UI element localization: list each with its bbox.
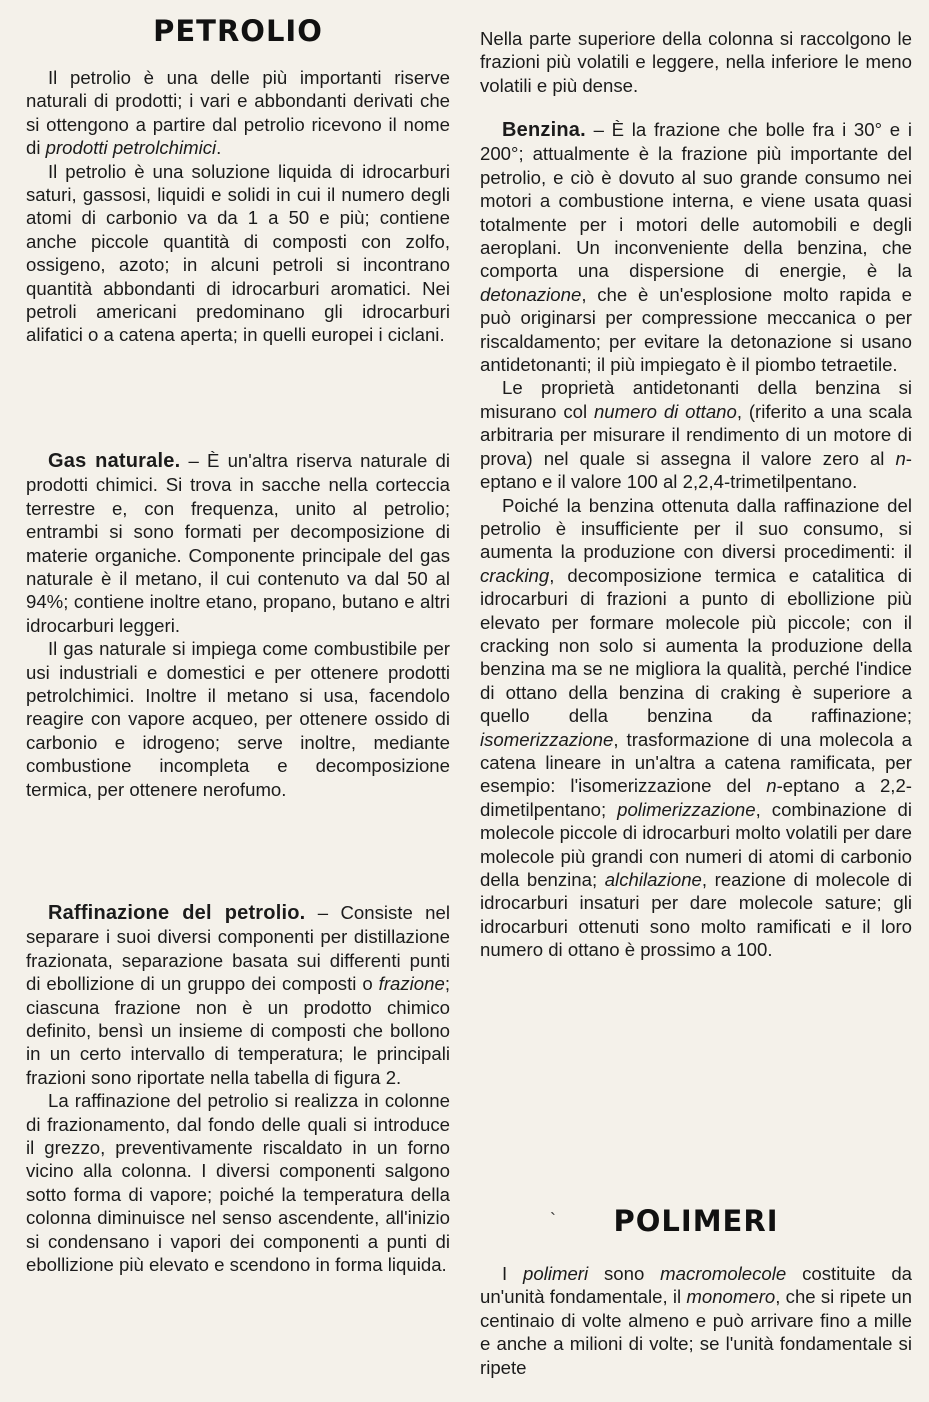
italic-term: frazione: [378, 973, 445, 995]
text: Poiché la benzina ottenuta dalla raffinazione del petrolio è insufficiente per il suo consumo, si aumenta la produzione con diversi procedimenti: il: [480, 494, 912, 563]
text: -eptano a 2,2-dimetilpentano;: [480, 775, 913, 820]
text: costituite da un'unità fondamentale, il: [480, 1263, 913, 1308]
paragraph-benzina-2: [480, 376, 912, 493]
section-title-polimeri: POLIMERI: [613, 1204, 779, 1238]
paragraph-raff-1: [26, 901, 450, 1089]
paragraph-gas-2: Il gas naturale si impiega come combustibile per usi industriali e domestici e per ottenere prodotti petrolchimici. Inoltre il metano si usa, facendolo reagire con vapore acqueo, per ottenere ossido di carbonio e idrogeno; serve inoltre, mediante combustione incompleta e decomposizione termica, per ottenere nerofumo.: [26, 638, 450, 800]
text: sono: [588, 1263, 661, 1284]
italic-term: prodotti petrolchimici: [45, 137, 217, 159]
benzina-block: [480, 118, 912, 962]
text: , che è un'esplosione molto rapida e può originarsi per compressione meccanica o per riscaldamento; per evitare la detonazione si usano antidetonanti; il più impiegato è il piombo tetraetile.: [480, 283, 912, 376]
text: – Consiste nel separare i suoi diversi componenti per distillazione frazionata, separazione basata sui differenti punti di ebollizione di un gruppo dei composti o: [26, 902, 450, 995]
gas-naturale-block: [26, 449, 450, 801]
paragraph-intro-2: Il petrolio è una soluzione liquida di idrocarburi saturi, gassosi, liquidi e solidi in cui il numero degli atomi di carbonio va da 1 a 50 e più; contiene anche piccole quantità di composti con zolfo, ossigeno, azoto; in alcuni petroli si incontrano quantità abbondanti di idrocarburi aromatici. Nei petroli americani predominano gli idrocarburi alifatici o a catena aperta; in quelli europei i ciclani.: [26, 160, 450, 346]
polimeri-block: [480, 1262, 912, 1379]
text: Il petrolio è una delle più importanti riserve naturali di prodotti; i vari e abbondanti derivati che si ottengono a partire dal petrolio ricevono il nome di: [26, 67, 450, 159]
italic-term: polimeri: [523, 1263, 589, 1284]
paragraph-raff-3: Nella parte superiore della colonna si raccolgono le frazioni più volatili e leggere, nella inferiore le meno volatili e più dense.: [480, 28, 912, 96]
text: .: [216, 137, 222, 159]
section-title-petrolio: PETROLIO: [153, 14, 323, 48]
paragraph-polimeri-1: [480, 1262, 912, 1379]
text: ; ciascuna frazione non è un prodotto chimico definito, bensì un insieme di composti che bollono in un certo intervallo di temperatura; le principali frazioni sono riportate nella tabella di figura 2.: [26, 973, 450, 1088]
paragraph-raff-2: La raffinazione del petrolio si realizza in colonne di frazionamento, dal fondo delle quali si introduce il grezzo, preventivamente riscaldato in un forno vicino alla colonna. I diversi componenti salgono sotto forma di vapore; poiché la temperatura della colonna diminuisce nel senso ascendente, all'inizio si condensano i vapori dei componenti a punti di ebollizione più elevato e scendono in forma liquida.: [26, 1090, 450, 1276]
text: , trasformazione di una molecola a catena lineare in un'altra a catena ramificata, per esempio: l'isomerizzazione del: [480, 728, 912, 797]
italic-term: monomero: [686, 1286, 776, 1308]
text: I: [502, 1263, 524, 1284]
text: -eptano e il valore 100 al 2,2,4-trimetilpentano.: [480, 447, 912, 493]
text: , decomposizione termica e catalitica di idrocarburi di frazioni a punto di ebollizione più elevato per formare molecole più piccole; con il cracking non solo si aumenta la produzione della benzina ma se ne migliora la qualità, perché l'indice di ottano della benzina di craking è superiore a quello della benzina da raffinazione;: [480, 564, 912, 727]
subheading-raffinazione: Raffinazione del petrolio.: [48, 902, 306, 924]
italic-term: isomerizzazione: [480, 728, 614, 750]
raffinazione-continued-block: [480, 27, 912, 97]
paragraph-intro-1: [26, 66, 450, 160]
subheading-gas-naturale: Gas naturale.: [48, 450, 181, 472]
italic-term: cracking: [480, 564, 550, 586]
text: – È la frazione che bolle fra i 30° e i 200°; attualmente è la frazione più importante del petrolio, e ciò è dovuto al suo grande consumo nei motori a combustione interna, e viene usata quasi totalmente per i motori delle automobili e degli aeroplani. Un inconveniente della benzina, che comporta una dispersione di energie, è la: [480, 119, 912, 282]
italic-term: n: [895, 447, 906, 469]
italic-term: alchilazione: [604, 869, 702, 890]
italic-term: polimerizzazione: [617, 798, 756, 820]
text: , reazione di molecole di idrocarburi insaturi per dare molecole sature; gli idrocarburi ottenuti sono molto ramificati e il loro numero di ottano è prossimo a 100.: [480, 869, 912, 961]
text: , combinazione di molecole piccole di idrocarburi molto volatili per dare molecole più grandi con numeri di atomi di carbonio della benzina;: [480, 798, 912, 890]
text: , (riferito a una scala arbitraria per misurare il rendimento di un motore di prova) nel quale si assegna il valore zero al: [480, 400, 913, 469]
text: , che si ripete un centinaio di volte almeno e può arrivare fino a mille e anche a milioni di volte; se l'unità fondamentale si ripete: [480, 1286, 912, 1378]
text: Le proprietà antidetonanti della benzina si misurano col: [480, 377, 912, 422]
italic-term: numero di ottano: [593, 400, 737, 422]
raffinazione-block: [26, 901, 450, 1277]
text: – È un'altra riserva naturale di prodotti chimici. Si trova in sacche nella corteccia terrestre e, con frequenza, unito al petrolio; entrambi si sono formati per decomposizione di materie organiche. Componente principale del gas naturale è il metano, il cui contenuto va dal 50 al 94%; contiene inoltre etano, propano, butano e altri idrocarburi leggeri.: [26, 450, 450, 636]
italic-term: macromolecole: [660, 1263, 787, 1284]
italic-term: detonazione: [480, 283, 582, 305]
print-mark: `: [550, 1210, 556, 1230]
subheading-benzina: Benzina.: [502, 119, 586, 141]
paragraph-benzina-1: [480, 118, 912, 376]
italic-term: n: [766, 775, 777, 797]
paragraph-benzina-3: [480, 494, 912, 962]
intro-block: [26, 66, 450, 347]
paragraph-gas-1: [26, 449, 450, 637]
